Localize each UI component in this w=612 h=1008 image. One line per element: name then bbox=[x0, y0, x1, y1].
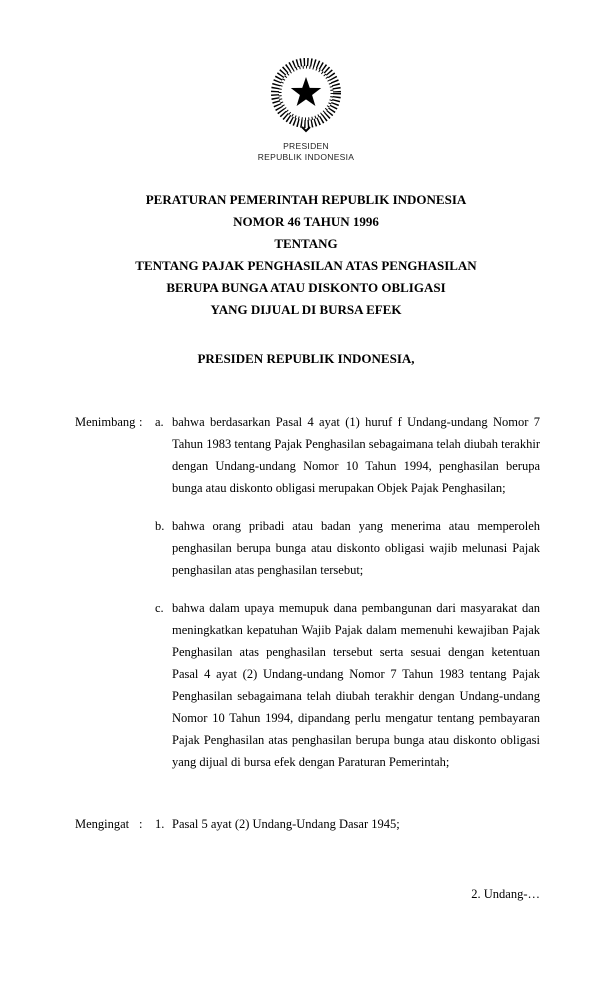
item-text: Pasal 5 ayat (2) Undang-Undang Dasar 1945; bbox=[172, 817, 400, 831]
item-marker: a. bbox=[155, 415, 164, 429]
legal-basis-colon: : bbox=[139, 817, 143, 831]
item-text: bahwa dalam upaya memupuk dana pembangunan dari masyarakat dan meningkatkan kepatuhan Wajib Pajak dalam memenuhi kewajiban Pajak Penghasilan atas penghasilan tersebut serta sesuai dengan ketentuan Pasal 4 ayat (2) Undang-undang Nomor 7 Tahun 1983 tentang Pajak Penghasilan sebagaimana telah diubah terakhir dengan Undang-undang Nomor 10 Tahun 1994, dipandang perlu mengatur tentang pembayaran Pajak Penghasilan atas penghasilan berupa bunga atau diskonto obligasi yang dijual di bursa efek dengan Paraturan Pemerintah; bbox=[172, 601, 540, 769]
title-line-subject-1: TENTANG PAJAK PENGHASILAN ATAS PENGHASILAN bbox=[135, 258, 477, 273]
considerations-row bbox=[75, 411, 540, 773]
title-line-subject-2: BERUPA BUNGA ATAU DISKONTO OBLIGASI bbox=[166, 280, 446, 295]
preamble-heading: PRESIDEN REPUBLIK INDONESIA, bbox=[197, 351, 415, 366]
legal-basis-row bbox=[75, 813, 540, 835]
consideration-item-a bbox=[155, 411, 540, 499]
considerations-label: Menimbang bbox=[75, 415, 136, 429]
legal-basis-item-1 bbox=[155, 813, 540, 835]
item-text: bahwa berdasarkan Pasal 4 ayat (1) huruf f Undang-undang Nomor 7 Tahun 1983 tentang Pajak Penghasilan sebagaimana telah diubah terakhir dengan Undang-undang Nomor 10 Tahun 1994, penghasilan berupa bunga atau diskonto obligasi merupakan Objek Pajak Penghasilan; bbox=[172, 415, 540, 495]
considerations-items bbox=[155, 411, 540, 773]
emblem-caption-republik-indonesia: REPUBLIK INDONESIA bbox=[257, 152, 355, 162]
item-text: bahwa orang pribadi atau badan yang menerima atau memperoleh penghasilan berupa bunga atau diskonto obligasi wajib melunasi Pajak penghasilan atas penghasilan tersebut; bbox=[172, 519, 540, 577]
document-title-block bbox=[0, 189, 612, 321]
emblem-caption-presiden: PRESIDEN bbox=[283, 141, 329, 151]
item-marker: c. bbox=[155, 601, 164, 615]
item-marker: b. bbox=[155, 519, 165, 533]
legal-basis-items bbox=[155, 813, 540, 835]
title-line-regulation: PERATURAN PEMERINTAH REPUBLIK INDONESIA bbox=[145, 192, 467, 207]
consideration-item-c bbox=[155, 597, 540, 773]
emblem-block bbox=[0, 0, 612, 163]
title-line-subject-3: YANG DIJUAL DI BURSA EFEK bbox=[210, 302, 402, 317]
item-marker: 1. bbox=[155, 817, 165, 831]
considerations-colon: : bbox=[139, 415, 143, 429]
page-continuation-catchword: 2. Undang-… bbox=[471, 887, 540, 901]
clauses-section bbox=[75, 411, 540, 835]
legal-basis-label: Mengingat bbox=[75, 817, 130, 831]
national-emblem-icon bbox=[260, 52, 352, 136]
title-line-tentang: TENTANG bbox=[274, 236, 338, 251]
title-line-number: NOMOR 46 TAHUN 1996 bbox=[233, 214, 379, 229]
consideration-item-b bbox=[155, 515, 540, 581]
